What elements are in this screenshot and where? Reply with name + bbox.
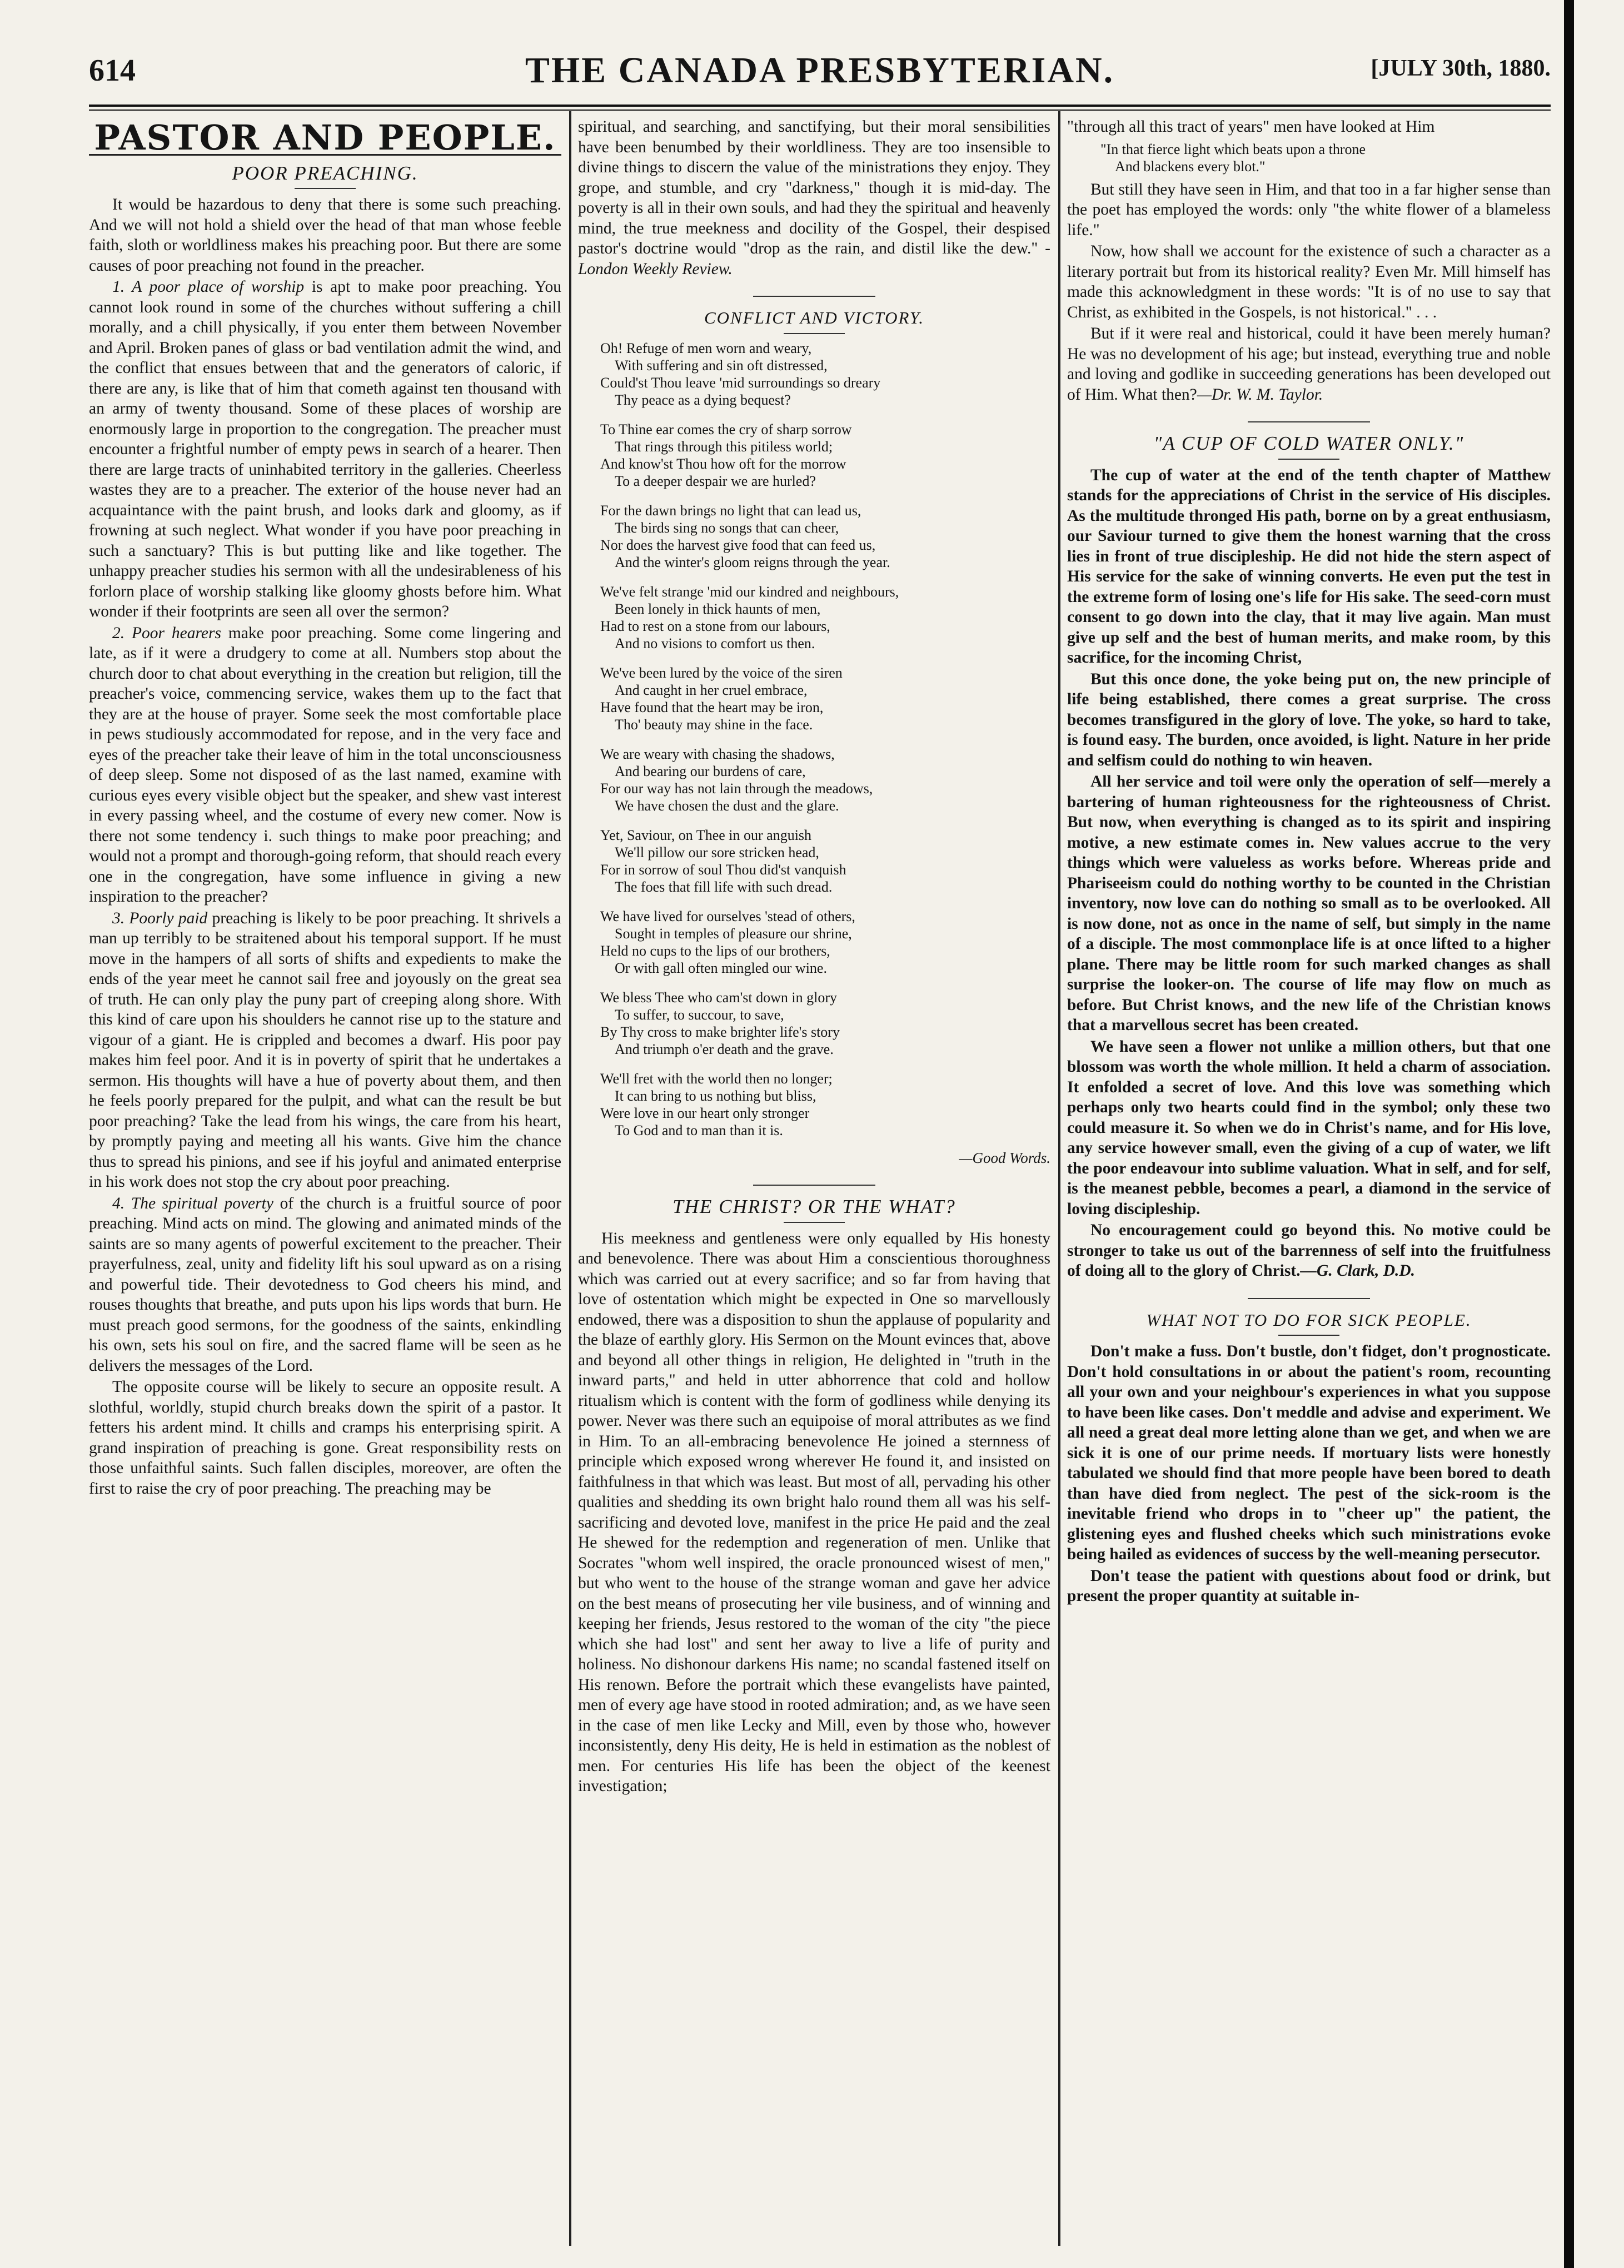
paragraph-text: No encouragement could go beyond this. No motive could be stronger to take us out of the barrenness of self into the fruitfulness of doing all to the glory of Christ. bbox=[1067, 1221, 1551, 1280]
article-heading-the-christ: THE CHRIST? OR THE WHAT? bbox=[672, 1196, 956, 1217]
poem-line: With suffering and sin oft distressed, bbox=[615, 357, 828, 374]
paragraph-label: 1. A poor place of worship bbox=[112, 278, 305, 296]
short-rule bbox=[784, 1222, 845, 1223]
newspaper-title: THE CANADA PRESBYTERIAN. bbox=[525, 50, 1115, 91]
paragraph-label: 2. Poor hearers bbox=[112, 624, 221, 642]
column-1 bbox=[89, 117, 561, 2218]
poem-line: To suffer, to succour, to save, bbox=[615, 1006, 784, 1023]
poem-line: And triumph o'er death and the grave. bbox=[615, 1041, 834, 1057]
poem-line: Or with gall often mingled our wine. bbox=[615, 959, 827, 976]
poem-line: The birds sing no songs that can cheer, bbox=[615, 519, 839, 536]
article-credit: —G. Clark, D.D. bbox=[1300, 1262, 1416, 1280]
page-number: 614 bbox=[89, 53, 136, 88]
paragraph bbox=[1067, 324, 1551, 405]
paragraph: The cup of water at the end of the tenth chapter of Matthew stands for the appreciations of Christ in the service of His disciples. As the multitude thronged His path, borne on by a great enthusiasm, our Saviour turned to give them the honest warning that the cross lies in front of true discipleship. He did not hide the stern aspect of His service for the sake of winning converts. He even put the test in the extreme form of losing one's life for His sake. The seed-corn must consent to go down into the clay, that it may live again. Man must give up self and the best of human merits, and make room, by this sacrifice, for the incoming Christ, bbox=[1067, 466, 1551, 667]
paragraph bbox=[1067, 1220, 1551, 1281]
paragraph-text: is apt to make poor preaching. You cannot look round in some of the churches without suffering a chill morally, and a chill physically, if you enter them between November and April. Broken panes of glass or bad ventilation admit the wind, and the conflict that ensues between that and the generators of caloric, if there are any, is like that of him that cometh against ten thousand with an army of twenty thousand. Some of these places of worship are enormously large in proportion to the congregation. The preacher must encounter a frightful number of empty pews in search of a hearer. Then there are large tracts of uninhabited territory in the galleries. Cheerless wastes they are to a preacher. The exterior of the house never had an acquaintance with the paint brush, and looks dark and gloomy, as if frowning at such neglect. What wonder if you have poor preaching in such a sanctuary? This is but putting like and like together. The unhappy preacher studies his sermon with all the undesirableness of his forlorn place of worship stalking like gloomy ghosts before him. What wonder if their footprints are seen all over the sermon? bbox=[89, 278, 561, 620]
article-heading-poor-preaching: POOR PREACHING. bbox=[232, 162, 419, 184]
poem-line: Nor does the harvest give food that can feed us, bbox=[600, 536, 876, 553]
poem-line: We've been lured by the voice of the siren bbox=[600, 664, 843, 681]
paragraph: Don't tease the patient with questions about food or drink, but present the proper quantity at suitable in- bbox=[1067, 1566, 1551, 1605]
poem-line: For the dawn brings no light that can lead us, bbox=[600, 502, 861, 519]
paragraph-text: of the church is a fruitful source of poor preaching. Mind acts on mind. The glowing and animated minds of the saints are so many agents of powerful excitement to the preacher. Their prayerfulness, zeal, unity and fidelity lift his soul upward as on a rising and powerful tide. Their devotedness to God cheers his mind, and rouses thoughts that breathe, and puts upon his lips words that burn. He must preach good sermons, for the goodness of the saints, enkindling his own, sets his soul on fire, and the sacred flame will be seen as he delivers the messages of the Lord. bbox=[89, 1194, 561, 1375]
poem-line: And the winter's gloom reigns through the year. bbox=[615, 554, 890, 570]
paragraph: The opposite course will be likely to secure an opposite result. A slothful, worldly, stupid church breaks down the spirit of a pastor. It fetters his ardent mind. It chills and cramps his enterprising spirit. A grand inspiration of preaching is gone. Great responsibility rests on those unfaithful saints. Such fallen disciples, moreover, are often the first to raise the cry of poor preaching. The preaching may be bbox=[89, 1378, 561, 1498]
column-2 bbox=[578, 117, 1050, 2218]
block-quote bbox=[1100, 141, 1551, 175]
paragraph bbox=[89, 623, 561, 907]
quote-line: And blackens every blot." bbox=[1115, 158, 1266, 175]
poem-line: For our way has not lain through the meadows, bbox=[600, 780, 873, 797]
paragraph: We have seen a flower not unlike a million others, but that one blossom was worth the whole million. It held a charm of association. It enfolded a secret of love. And this love was something which perhaps only two hearts could find in the symbol; only these two could measure it. So when we do in Christ's name, and for His love, any service however small, even the giving of a cup of water, we lift the poor endeavour into sublime valuation. What in self, and for self, is the meanest pebble, becomes a pearl, a diamond in the service of loving discipleship. bbox=[1067, 1037, 1551, 1218]
article-credit: -London Weekly Review. bbox=[578, 240, 1050, 278]
poem-line: And bearing our burdens of care, bbox=[615, 763, 806, 779]
poem-line: We have lived for ourselves 'stead of others, bbox=[600, 908, 855, 924]
poem-line: And no visions to comfort us then. bbox=[615, 635, 815, 651]
paragraph: But this once done, the yoke being put on, the new principle of life being established, there comes a great surprise. The cross becomes transfigured in the glory of love. The yoke, so hard to take, is found easy. The burden, once avoided, is light. Nature in her pride and selfism could do nothing to win heaven. bbox=[1067, 670, 1551, 769]
paragraph: Don't make a fuss. Don't bustle, don't fidget, don't prognosticate. Don't hold consultations in or about the patient's room, recounting all your own and your neighbour's experiences in what you suppose to have been like cases. Don't meddle and advise and experiment. We all need a great deal more letting alone than we get, and when we are sick it is one of our prime needs. If mortuary lists were honestly tabulated we should find that more people have been bored to death than have died from neglect. The pest of the sick-room is the inevitable friend who drops in to "cheer up" the patient, the glistening eyes and flushed cheeks which such ministrations evoke being hailed as evidences of success by the well-meaning persecutor. bbox=[1067, 1342, 1551, 1563]
paragraph-text: But if it were real and historical, could it have been merely human? He was no development of his age; but instead, everything true and noble and loving and godlike in succeeding generations has been developed out of Him. What then? bbox=[1067, 325, 1551, 404]
poem-line: By Thy cross to make brighter life's story bbox=[600, 1023, 840, 1040]
poem-line: We'll pillow our sore stricken head, bbox=[615, 844, 819, 861]
poem-stanza bbox=[600, 989, 1050, 1058]
poem-line: Tho' beauty may shine in the face. bbox=[615, 716, 813, 733]
short-rule bbox=[1278, 1335, 1339, 1336]
paragraph-label: 4. The spiritual poverty bbox=[112, 1194, 273, 1212]
poem-line: Were love in our heart only stronger bbox=[600, 1105, 810, 1121]
poem-line: We bless Thee who cam'st down in glory bbox=[600, 989, 837, 1006]
poem-stanza bbox=[600, 502, 1050, 571]
paragraph: His meekness and gentleness were only equalled by His honesty and benevolence. There was about Him a conscientious thoroughness which was carried out at every sacrifice; and so far from having that love of ostentation which might be expected in One so marvellously endowed, there was a disposition to shun the applause of popularity and the blaze of earthly glory. His Sermon on the Mount evinces that, above and beyond all other things in religion, He delighted in "truth in the inward parts," and held in utter abhorrence that cold and hollow ritualism which is content with the form of godliness while denying its power. Never was there such an equipoise of moral attributes as we find in Him. To an all-embracing benevolence He joined a sternness of principle which exposed wrong wherever He found it, and insisted on faithfulness in that which was least. But most of all, pervading his other qualities and shedding its own bright halo round them all was his self-sacrificing and devoted love, manifest in the price He paid and the zeal He shewed for the redemption and regeneration of men. Unlike that Socrates "whom well inspired, the oracle pronounced wisest of men," but who went to the house of the strange woman and gave her advice on the best means of prosecuting her vile business, and of winning and keeping her friends, Jesus restored to the woman of the city "the piece which she had lost" and sent her away to live a life of purity and holiness. No dishonour darkens His name; no scandal fastened itself on His renown. Before the portrait which these evangelists have painted, men of every age have stood in rooted admiration; and, as we have seen in the case of men like Lecky and Mill, even by those who, however inconsistently, deny His deity, He is held in estimation as the noblest of men. For centuries His life has been the object of the keenest investigation; bbox=[578, 1229, 1050, 1795]
paragraph: It would be hazardous to deny that there is some such preaching. And we will not hold a shield over the head of that man whose feeble faith, sloth or worldliness makes his preaching poor. But there are some causes of poor preaching not found in the preacher. bbox=[89, 196, 561, 275]
article-credit: —Dr. W. M. Taylor. bbox=[1197, 385, 1323, 404]
poem-stanza bbox=[600, 583, 1050, 652]
short-rule bbox=[784, 333, 845, 334]
poem-line: Oh! Refuge of men worn and weary, bbox=[600, 340, 812, 356]
paragraph-text: preaching is likely to be poor preaching. It shrivels a man up terribly to be straitened about his temporal support. If he must move in the hampers of all sorts of shifts and expedients to make the ends of the year meet he cannot sail free and joyously on the great sea of truth. He can only play the puny part of creeping along shore. With this kind of care upon his shoulders he cannot rise up to the stature and vigour of a giant. He is crippled and becomes a dwarf. His poor pay makes him feel poor. And it is in poverty of spirit that he undertakes a sermon. His thoughts will have a hue of poverty about them, and then he feels poorly prepared for the pulpit, and what can the result be but poor preaching? Take the lead from his wings, the care from his heart, by promptly paying and meeting all his wants. Give him the chance thus to spread his pinions, and see if his joyful and animated enterprise in his work does not stop the cry about poor preaching. bbox=[89, 909, 561, 1191]
poem-line: Sought in temples of pleasure our shrine, bbox=[615, 925, 852, 942]
poem-line: Held no cups to the lips of our brothers, bbox=[600, 942, 830, 959]
poem-stanza bbox=[600, 1070, 1050, 1139]
paragraph: "through all this tract of years" men have looked at Him bbox=[1067, 118, 1435, 136]
paragraph bbox=[89, 908, 561, 1192]
poem-line: To Thine ear comes the cry of sharp sorrow bbox=[600, 421, 852, 437]
short-rule bbox=[753, 1185, 875, 1186]
poem-line: To God and to man than it is. bbox=[615, 1122, 783, 1138]
paragraph bbox=[578, 117, 1050, 279]
masthead-rule-top bbox=[89, 105, 1551, 107]
short-rule bbox=[1278, 459, 1339, 460]
article-heading-sick-people: WHAT NOT TO DO FOR SICK PEOPLE. bbox=[1146, 1310, 1472, 1330]
paragraph: All her service and toil were only the operation of self—merely a bartering of human righteousness for the righteousness of Christ. But now, when everything is changed as to its spirit and inspiring motive, a new estimate comes in. New values accrue to the very things which were valueless as works before. Whereas pride and Phariseeism could do nothing worthy to be counted in the Christian inventory, now love can do nothing so small as to be overlooked. All is now done, not as once in the name of self, but simply in the name of a disciple. The most commonplace life is at once lifted to a higher plane. There may be little room for such marked changes as shall surprise the looker-on. The course of life may flow on much as before. But Christ knows, and the new life of the Christian knows that a marvellous secret has been created. bbox=[1067, 773, 1551, 1034]
poem-line: To a deeper despair we are hurled? bbox=[615, 472, 816, 489]
poem-line: We've felt strange 'mid our kindred and neighbours, bbox=[600, 583, 899, 600]
short-rule bbox=[1248, 1298, 1370, 1299]
poem-line: Been lonely in thick haunts of men, bbox=[615, 600, 821, 617]
poem-line: For in sorrow of soul Thou did'st vanquish bbox=[600, 861, 846, 878]
quote-line: "In that fierce light which beats upon a throne bbox=[1100, 141, 1366, 157]
poem bbox=[600, 340, 1050, 1139]
page-edge-shadow bbox=[1564, 0, 1574, 2268]
poem-line: Have found that the heart may be iron, bbox=[600, 699, 824, 715]
poem-heading: CONFLICT AND VICTORY. bbox=[704, 308, 925, 327]
poem-line: The foes that fill life with such dread. bbox=[615, 878, 833, 895]
poem-line: We have chosen the dust and the glare. bbox=[615, 797, 839, 814]
poem-line: We are weary with chasing the shadows, bbox=[600, 745, 835, 762]
poem-line: That rings through this pitiless world; bbox=[615, 438, 833, 455]
poem-line: And know'st Thou how oft for the morrow bbox=[600, 455, 846, 472]
department-heading: PASTOR AND PEOPLE. bbox=[94, 117, 556, 158]
column-3 bbox=[1067, 117, 1551, 2218]
poem-stanza bbox=[600, 827, 1050, 896]
poem-line: And caught in her cruel embrace, bbox=[615, 682, 808, 698]
masthead-rule-bottom bbox=[89, 110, 1551, 111]
column-divider-2 bbox=[1058, 111, 1060, 2246]
short-rule bbox=[753, 296, 875, 297]
paragraph: But still they have seen in Him, and that too in a far higher sense than the poet has employed the words: only "the white flower of a blameless life." bbox=[1067, 180, 1551, 239]
poem-line: Thy peace as a dying bequest? bbox=[615, 391, 791, 408]
poem-line: Had to rest on a stone from our labours, bbox=[600, 618, 830, 634]
paragraph-label: 3. Poorly paid bbox=[112, 909, 208, 927]
issue-date: [JULY 30th, 1880. bbox=[1371, 56, 1551, 81]
poem-stanza bbox=[600, 745, 1050, 814]
article-heading-cup-of-water: "A CUP OF COLD WATER ONLY." bbox=[1153, 432, 1464, 454]
masthead bbox=[89, 50, 1551, 97]
paragraph bbox=[89, 277, 561, 622]
poem-line: We'll fret with the world then no longer; bbox=[600, 1070, 833, 1087]
poem-stanza bbox=[600, 664, 1050, 733]
short-rule bbox=[295, 188, 356, 189]
poem-line: Yet, Saviour, on Thee in our anguish bbox=[600, 827, 812, 843]
poem-stanza bbox=[600, 908, 1050, 977]
poem-stanza bbox=[600, 421, 1050, 490]
poem-line: It can bring to us nothing but bliss, bbox=[615, 1087, 816, 1104]
paragraph bbox=[89, 1193, 561, 1376]
poem-line: Could'st Thou leave 'mid surroundings so dreary bbox=[600, 374, 881, 391]
paragraph-text: spiritual, and searching, and sanctifying, but their moral sensibilities have been benumbed by their worldliness. They are too insensible to divine things to discern the value of the ministrations they enjoy. They grope, and stumble, and cry "darkness," though it is mid-day. The poverty is all in their own souls, and had they the spiritual and heavenly mind, the true meekness and docility of the Gospel, their despised pastor's doctrine would "drop as the rain, and distil like the dew." bbox=[578, 118, 1050, 257]
poem-credit: —Good Words. bbox=[959, 1149, 1050, 1166]
poem-stanza bbox=[600, 340, 1050, 409]
short-rule bbox=[1248, 421, 1370, 422]
paragraph-text: make poor preaching. Some come lingering and late, as if it were a drudgery to come at all. Numbers stop about the church door to chat about everything in the creation but religion, till the preacher's voice, commencing service, wakes them up to the fact that they are at the house of prayer. Some seek the most comfortable place in pews studiously accommodated for repose, and in the very face and eyes of the preacher take their leave of him in the total unconsciousness of deep sleep. Some not disposed of as the last named, examine with curious eyes every visible object but the speaker, and shew vast interest in every passing wheel, and the costume of every new comer. Now is there not some tendency i. such things to make poor preaching; and would not a prompt and thorough-going reform, that should reach every one in the congregation, have some influence in giving a new inspiration to the preacher? bbox=[89, 624, 561, 906]
paragraph: Now, how shall we account for the existence of such a character as a literary portrait but from its historical reality? Even Mr. Mill himself has made this acknowledgment in these words: "It is of no use to say that Christ, as exhibited in the Gospels, is not historical." . . . bbox=[1067, 242, 1551, 321]
column-divider-1 bbox=[569, 111, 571, 2246]
